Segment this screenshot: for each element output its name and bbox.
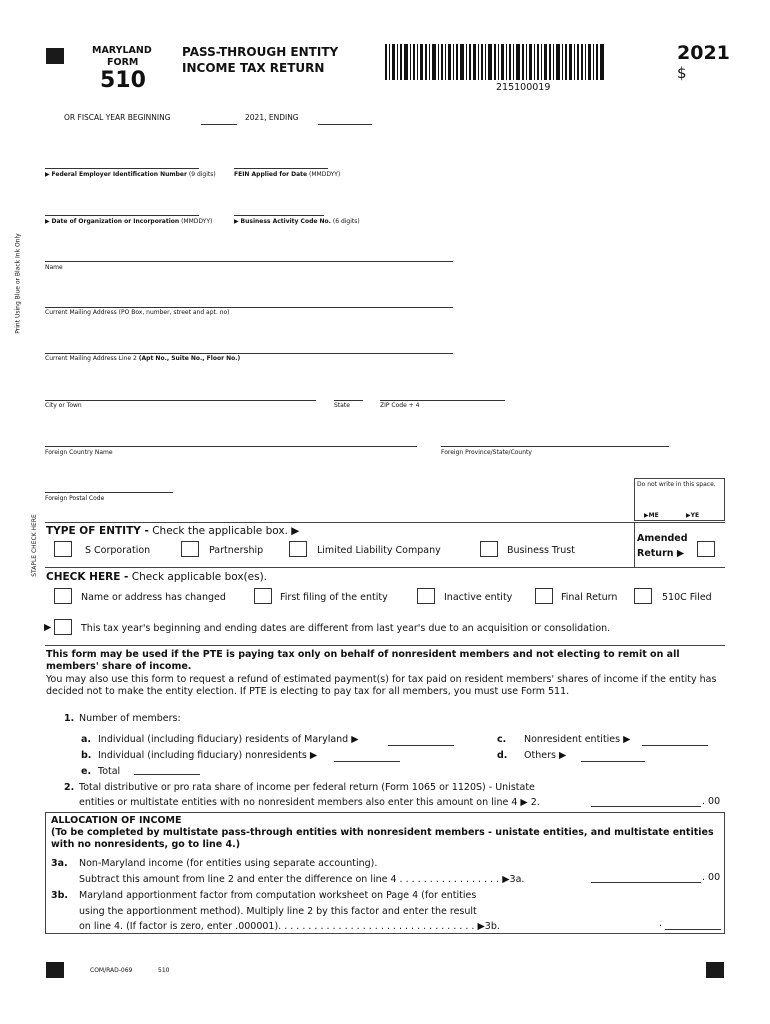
title-line-1: PASS-THROUGH ENTITY	[182, 45, 339, 59]
notice-top-rule	[45, 645, 725, 646]
business-activity-code-label-bold: Business Activity Code No.	[240, 218, 331, 225]
organization-date-field[interactable]	[45, 215, 199, 216]
footer-form: 510	[158, 967, 170, 974]
check-here-heading	[46, 571, 267, 583]
office-use-me-label: ME	[648, 512, 659, 519]
line-3b-text-3-body: on line 4. (If factor is zero, enter .000001). . . . . . . . . . . . . . . . . . . . . . . . . . . . . . . . .	[79, 921, 475, 932]
amended-label: Amended	[637, 533, 688, 544]
registration-mark-bottom-right	[706, 962, 724, 978]
fiscal-year-beginning-field[interactable]	[201, 124, 237, 125]
acquisition-arrow: ▶	[44, 622, 52, 633]
fein-applied-date-label-bold: FEIN Applied for Date	[234, 171, 308, 178]
notice-text: You may also use this form to request a refund of estimated payment(s) for tax paid on resident members' shares of income if the entity has decided not to make the entity election. If PTE is electing to pay tax for all members, you must use Form 511.	[46, 674, 717, 697]
organization-date-label-hint: (MMDDYY)	[181, 218, 213, 225]
zip-field[interactable]	[380, 400, 505, 401]
name-field[interactable]	[45, 261, 453, 262]
line-3a-number: 3a.	[51, 858, 68, 869]
line-1c-text: Nonresident entities	[524, 734, 621, 745]
line-3b-ref: 3b.	[484, 921, 500, 932]
s-corporation-checkbox[interactable]	[54, 541, 72, 557]
line-1c-label: Nonresident entities ▶	[524, 734, 631, 745]
partnership-checkbox[interactable]	[181, 541, 199, 557]
entity-type-heading-bold: TYPE OF ENTITY -	[46, 525, 149, 537]
line-3b-dot: .	[659, 918, 663, 929]
line-3b-field[interactable]	[665, 929, 721, 930]
line-1b-field[interactable]	[334, 761, 400, 762]
line-1e-letter: e.	[81, 766, 92, 777]
business-activity-code-label-hint: (6 digits)	[332, 218, 360, 225]
line-2-text-1: Total distributive or pro rata share of income per federal return (Form 1065 or 1120S) - Unistate	[79, 782, 535, 793]
business-activity-code-field[interactable]	[234, 215, 324, 216]
acquisition-checkbox[interactable]	[54, 619, 72, 635]
fein-label: ▶ Federal Employer Identification Number (9 digits)	[45, 171, 216, 178]
city-label: City or Town	[45, 402, 82, 409]
office-use-ye-label: YE	[690, 512, 700, 519]
line-2-field[interactable]	[591, 806, 701, 807]
footer-code: COM/RAD-069	[90, 967, 133, 974]
line-3a-field[interactable]	[591, 882, 701, 883]
registration-mark-bottom-left	[46, 962, 64, 978]
llc-label: Limited Liability Company	[317, 545, 441, 556]
line-1-number: 1.	[64, 713, 75, 724]
fein-label-bold: Federal Employer Identification Number	[51, 171, 187, 178]
line-1b-letter: b.	[81, 750, 92, 761]
dollar-sign: $	[677, 64, 687, 82]
business-activity-code-label: ▶ Business Activity Code No. (6 digits)	[234, 218, 360, 225]
fiscal-year-ending-field[interactable]	[318, 124, 372, 125]
allocation-subtitle: (To be completed by multistate pass-through entities with nonresident members - unistate entities, and multistate entities with no nonresidents, go to line 4.)	[51, 827, 714, 850]
address-line-1-label: Current Mailing Address (PO Box, number, street and apt. no)	[45, 309, 230, 316]
registration-mark-top-left	[46, 48, 64, 64]
line-1-label: Number of members:	[79, 713, 181, 724]
barcode	[385, 44, 657, 80]
final-return-checkbox[interactable]	[535, 588, 553, 604]
fiscal-year-beginning-label: OR FISCAL YEAR BEGINNING	[64, 113, 171, 122]
first-filing-checkbox[interactable]	[254, 588, 272, 604]
line-1b-label: Individual (including fiduciary) nonresidents ▶	[98, 750, 318, 761]
line-1a-label: Individual (including fiduciary) residents of Maryland ▶	[98, 734, 359, 745]
name-changed-label: Name or address has changed	[81, 592, 226, 603]
allocation-title: ALLOCATION OF INCOME	[51, 815, 182, 826]
line-1a-letter: a.	[81, 734, 92, 745]
state-label: State	[334, 402, 350, 409]
line-1e-label: Total	[98, 766, 121, 777]
fein-applied-date-field[interactable]	[234, 168, 328, 169]
staple-instruction: STAPLE CHECK HERE	[30, 514, 38, 577]
line-3a-text-2: Subtract this amount from line 2 and enter the difference on line 4 . . . . . . . . . . . . . . . . . ▶3a.	[79, 874, 525, 885]
form-label: FORM	[107, 57, 139, 68]
llc-checkbox[interactable]	[289, 541, 307, 557]
form-number: 510	[100, 68, 146, 93]
line-2-cents: . 00	[702, 796, 721, 807]
line-3a-ref: 3a.	[509, 874, 525, 885]
state-label: MARYLAND	[92, 45, 152, 56]
tax-year: 2021	[677, 42, 730, 64]
foreign-province-label: Foreign Province/State/County	[441, 449, 532, 456]
office-use-title: Do not write in this space.	[637, 481, 716, 488]
line-2-text-2: entities or multistate entities with no nonresident members also enter this amount on line 4 ▶ 2.	[79, 797, 540, 808]
acquisition-label: This tax year's beginning and ending dates are different from last year's due to an acquisition or consolidation.	[81, 623, 611, 634]
business-trust-checkbox[interactable]	[480, 541, 498, 557]
fein-applied-date-label-hint: (MMDDYY)	[309, 171, 341, 178]
amended-return-checkbox[interactable]	[697, 541, 715, 557]
line-3b-text-2: using the apportionment method). Multiply line 2 by this factor and enter the result	[79, 906, 477, 917]
address-line-2-label-bold: (Apt No., Suite No., Floor No.)	[138, 355, 241, 362]
line-1a-field[interactable]	[388, 745, 454, 746]
final-return-label: Final Return	[561, 592, 618, 603]
title-line-2: INCOME TAX RETURN	[182, 61, 325, 75]
line-2-ref: 2.	[530, 797, 540, 808]
ink-instruction: Print Using Blue or Black Ink Only	[14, 233, 22, 334]
form-510c-checkbox[interactable]	[634, 588, 652, 604]
address-line-1-field[interactable]	[45, 307, 453, 308]
line-3a-text-1: Non-Maryland income (for entities using separate accounting).	[79, 858, 378, 869]
partnership-label: Partnership	[209, 545, 264, 556]
office-use-ye: ▶YE	[686, 512, 700, 519]
check-here-top-rule	[45, 567, 725, 568]
city-field[interactable]	[45, 400, 316, 401]
notice-bold: This form may be used if the PTE is paying tax only on behalf of nonresident members and not electing to remit on all members' share of income.	[46, 649, 680, 672]
address-line-2-label-prefix: Current Mailing Address Line 2	[45, 355, 137, 362]
inactive-entity-checkbox[interactable]	[417, 588, 435, 604]
entity-top-rule	[45, 522, 725, 523]
line-1b-text: Individual (including fiduciary) nonresidents	[98, 750, 307, 761]
line-1d-field[interactable]	[581, 761, 645, 762]
entity-type-heading-rest: Check the applicable box.	[152, 525, 288, 537]
fein-label-hint: (9 digits)	[188, 171, 216, 178]
line-2-text-2-body: entities or multistate entities with no nonresident members also enter this amount on line 4	[79, 797, 518, 808]
line-3b-text-3: on line 4. (If factor is zero, enter .000001). . . . . . . . . . . . . . . . . . . . . . . . . . . . . . . . . ▶3b.	[79, 921, 500, 932]
return-label-text: Return	[637, 548, 674, 559]
state-field[interactable]	[334, 400, 363, 401]
fein-applied-date-label	[234, 171, 340, 178]
line-1d-text: Others	[524, 750, 556, 761]
fiscal-year-ending-label: 2021, ENDING	[245, 113, 299, 122]
check-here-heading-rest: Check applicable box(es).	[131, 571, 268, 583]
name-changed-checkbox[interactable]	[54, 588, 72, 604]
business-trust-label: Business Trust	[507, 545, 575, 556]
foreign-postal-label: Foreign Postal Code	[45, 495, 105, 502]
s-corporation-label: S Corporation	[85, 545, 151, 556]
foreign-province-field[interactable]	[441, 446, 669, 447]
line-1c-field[interactable]	[642, 745, 708, 746]
line-3a-text-2-body: Subtract this amount from line 2 and enter the difference on line 4 . . . . . . . . . . . . . . . . .	[79, 874, 500, 885]
fein-field[interactable]	[45, 168, 199, 169]
foreign-country-label: Foreign Country Name	[45, 449, 113, 456]
return-label: Return ▶	[637, 548, 685, 559]
line-3a-cents: . 00	[702, 872, 721, 883]
organization-date-label: ▶ Date of Organization or Incorporation (MMDDYY)	[45, 218, 213, 225]
line-1d-letter: d.	[497, 750, 508, 761]
line-1a-text: Individual (including fiduciary) residents of Maryland	[98, 734, 349, 745]
zip-label: ZIP Code + 4	[380, 402, 420, 409]
organization-date-label-bold: Date of Organization or Incorporation	[51, 218, 180, 225]
office-use-me: ▶ME	[644, 512, 659, 519]
address-line-2-field[interactable]	[45, 353, 453, 354]
check-here-heading-bold: CHECK HERE -	[46, 571, 129, 583]
barcode-number: 215100019	[496, 82, 551, 93]
line-3b-text-1: Maryland apportionment factor from computation worksheet on Page 4 (for entities	[79, 890, 477, 901]
entity-type-heading: TYPE OF ENTITY - Check the applicable box. ▶	[46, 525, 300, 537]
foreign-postal-field[interactable]	[45, 492, 173, 493]
first-filing-label: First filing of the entity	[280, 592, 388, 603]
line-3b-number: 3b.	[51, 890, 69, 901]
line-1c-letter: c.	[497, 734, 507, 745]
address-line-2-label	[45, 355, 240, 362]
form-510c-label: 510C Filed	[662, 592, 712, 603]
line-2-number: 2.	[64, 782, 75, 793]
foreign-country-field[interactable]	[45, 446, 417, 447]
line-1e-field[interactable]	[134, 774, 200, 775]
name-label: Name	[45, 264, 63, 271]
inactive-entity-label: Inactive entity	[444, 592, 513, 603]
line-1d-label: Others ▶	[524, 750, 567, 761]
